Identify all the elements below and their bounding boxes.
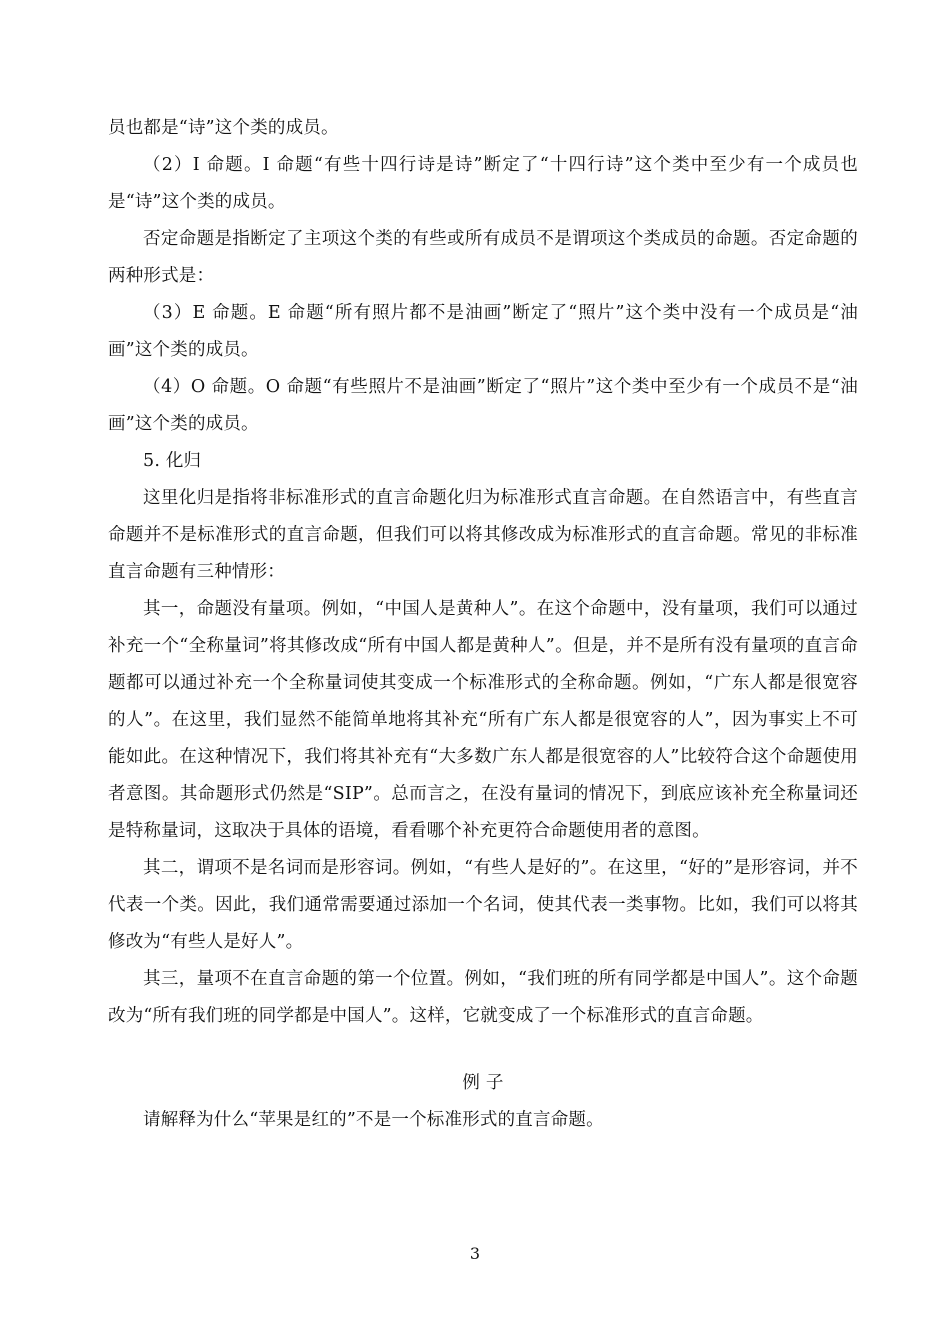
paragraph-o-proposition: （4）O 命题。O 命题“有些照片不是油画”断定了“照片”这个类中至少有一个成员不是“油画”这个类的成员。 <box>108 377 858 434</box>
example-question: 请解释为什么“苹果是红的”不是一个标准形式的直言命题。 <box>143 1110 604 1130</box>
example-heading: 例 子 <box>462 1073 504 1093</box>
page-body <box>108 110 858 1139</box>
paragraph-case-one: 其一，命题没有量项。例如，“中国人是黄种人”。在这个命题中，没有量项，我们可以通过补充一个“全称量词”将其修改成“所有中国人都是黄种人”。但是，并不是所有没有量项的直言命题都可以通过补充一个全称量词使其变成一个标准形式的全称命题。例如，“广东人都是很宽容的人”。在这里，我们显然不能简单地将其补充“所有广东人都是很宽容的人”，因为事实上不可能如此。在这种情况下，我们将其补充有“大多数广东人都是很宽容的人”比较符合这个命题使用者意图。其命题形式仍然是“SIP”。总而言之，在没有量词的情况下，到底应该补充全称量词还是特称量词，这取决于具体的语境，看看哪个补充更符合命题使用者的意图。 <box>108 599 858 841</box>
paragraph-case-two: 其二，谓项不是名词而是形容词。例如，“有些人是好的”。在这里，“好的”是形容词，并不代表一个类。因此，我们通常需要通过添加一个名词，使其代表一类事物。比如，我们可以将其修改为“有些人是好人”。 <box>108 858 858 952</box>
paragraph-reduction-intro: 这里化归是指将非标准形式的直言命题化归为标准形式直言命题。在自然语言中，有些直言命题并不是标准形式的直言命题，但我们可以将其修改成为标准形式的直言命题。常见的非标准直言命题有三种情形： <box>108 488 858 582</box>
section-heading-reduction: 5. 化归 <box>143 451 202 471</box>
paragraph-continuation: 员也都是“诗”这个类的成员。 <box>108 118 339 138</box>
paragraph-e-proposition: （3）E 命题。E 命题“所有照片都不是油画”断定了“照片”这个类中没有一个成员是“油画”这个类的成员。 <box>108 303 858 360</box>
paragraph-i-proposition: （2）I 命题。I 命题“有些十四行诗是诗”断定了“十四行诗”这个类中至少有一个成员也是“诗”这个类的成员。 <box>108 155 858 212</box>
page-number: 3 <box>469 1244 481 1263</box>
paragraph-case-three: 其三，量项不在直言命题的第一个位置。例如，“我们班的所有同学都是中国人”。这个命题改为“所有我们班的同学都是中国人”。这样，它就变成了一个标准形式的直言命题。 <box>108 969 858 1026</box>
paragraph-negative-definition: 否定命题是指断定了主项这个类的有些或所有成员不是谓项这个类成员的命题。否定命题的两种形式是： <box>108 229 858 286</box>
